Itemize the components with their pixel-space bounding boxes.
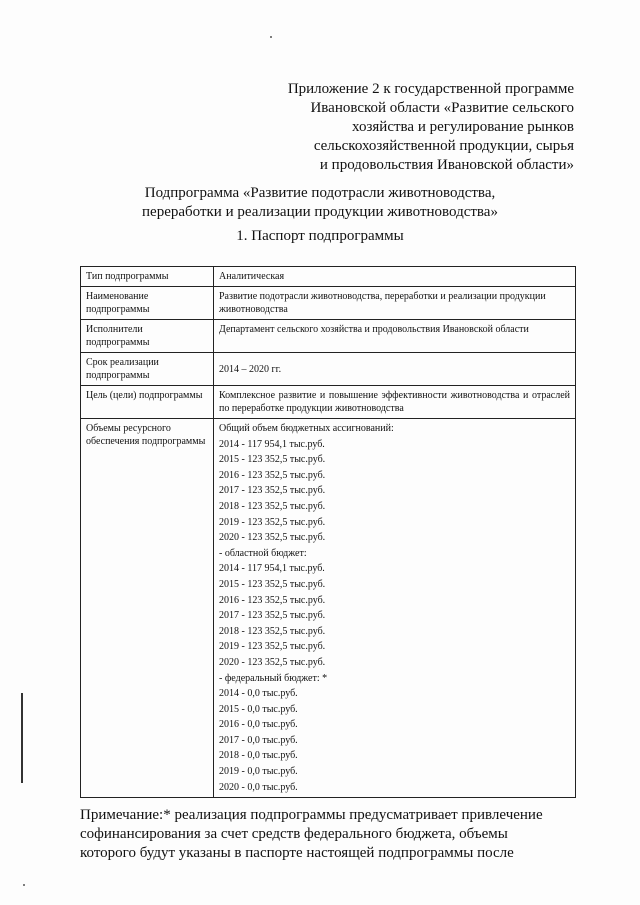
- funding-line: 2017 - 123 352,5 тыс.руб.: [219, 610, 326, 622]
- footnote: [80, 806, 570, 863]
- appendix-line: Ивановской области «Развитие сельского: [310, 100, 574, 116]
- row-label: Наименование подпрограммы: [81, 287, 214, 320]
- funding-line: 2014 - 117 954,1 тыс.руб.: [219, 438, 325, 450]
- scan-margin-mark: [21, 693, 23, 783]
- funding-line: Общий объем бюджетных ассигнований:: [219, 423, 394, 434]
- row-label: Срок реализации подпрограммы: [81, 353, 214, 386]
- funding-line: 2016 - 123 352,5 тыс.руб.: [219, 594, 326, 606]
- funding-line: 2019 - 123 352,5 тыс.руб.: [219, 516, 326, 528]
- appendix-line: хозяйства и регулирование рынков: [352, 119, 574, 135]
- subprogram-title-line: Подпрограмма «Развитие подотрасли животноводства,: [144, 185, 496, 201]
- row-label: Цель (цели) подпрограммы: [81, 386, 214, 419]
- table-row: [81, 320, 576, 353]
- funding-line: - федеральный бюджет: *: [219, 672, 328, 684]
- funding-line: 2020 - 123 352,5 тыс.руб.: [219, 656, 326, 668]
- scan-speck: [270, 36, 272, 38]
- passport-title: 1. Паспорт подпрограммы: [236, 228, 404, 244]
- table-row: [81, 353, 576, 386]
- row-value: 2014 – 2020 гг.: [214, 353, 576, 386]
- appendix-line: сельскохозяйственной продукции, сырья: [313, 138, 574, 154]
- funding-line: 2018 - 123 352,5 тыс.руб.: [219, 500, 326, 512]
- funding-line: 2017 - 123 352,5 тыс.руб.: [219, 485, 326, 497]
- funding-line: 2015 - 0,0 тыс.руб.: [219, 703, 298, 715]
- row-label: Исполнители подпрограммы: [81, 320, 214, 353]
- funding-label: Объемы ресурсного обеспечения подпрограммы: [81, 419, 214, 798]
- funding-line: - областной бюджет:: [219, 547, 307, 559]
- funding-line: 2019 - 0,0 тыс.руб.: [219, 766, 298, 778]
- funding-line: 2020 - 123 352,5 тыс.руб.: [219, 532, 326, 544]
- row-value: Аналитическая: [214, 267, 576, 287]
- table-row: [81, 267, 576, 287]
- row-value: Развитие подотрасли животноводства, переработки и реализации продукции животноводства: [214, 287, 576, 320]
- funding-line: 2015 - 123 352,5 тыс.руб.: [219, 578, 326, 590]
- funding-line: 2017 - 0,0 тыс.руб.: [219, 734, 298, 746]
- funding-line: 2018 - 123 352,5 тыс.руб.: [219, 625, 326, 637]
- funding-line: 2016 - 123 352,5 тыс.руб.: [219, 469, 326, 481]
- funding-values: [214, 419, 576, 798]
- footnote-line: которого будут указаны в паспорте настоящей подпрограммы после: [80, 845, 514, 861]
- appendix-header: [244, 80, 574, 175]
- table-row-funding: [81, 419, 576, 798]
- footnote-line: софинансирования за счет средств федерального бюджета, объемы: [80, 826, 508, 842]
- subprogram-title: [80, 184, 560, 222]
- passport-table: [80, 266, 576, 798]
- row-label: Тип подпрограммы: [81, 267, 214, 287]
- funding-line: 2014 - 0,0 тыс.руб.: [219, 688, 298, 700]
- funding-line: 2014 - 117 954,1 тыс.руб.: [219, 563, 325, 575]
- funding-line: 2018 - 0,0 тыс.руб.: [219, 750, 298, 762]
- table-row: [81, 287, 576, 320]
- appendix-line: Приложение 2 к государственной программе: [287, 81, 574, 97]
- funding-line: 2016 - 0,0 тыс.руб.: [219, 719, 298, 731]
- table-row: [81, 386, 576, 419]
- funding-line: 2015 - 123 352,5 тыс.руб.: [219, 454, 326, 466]
- scan-speck: [23, 884, 25, 886]
- row-value: Департамент сельского хозяйства и продовольствия Ивановской области: [214, 320, 576, 353]
- footnote-line: Примечание:* реализация подпрограммы предусматривает привлечение: [80, 807, 543, 823]
- row-value: Комплексное развитие и повышение эффективности животноводства и отраслей по переработке продукции животноводства: [214, 386, 576, 419]
- appendix-line: и продовольствия Ивановской области»: [319, 157, 574, 173]
- funding-line: 2020 - 0,0 тыс.руб.: [219, 781, 298, 793]
- funding-line: 2019 - 123 352,5 тыс.руб.: [219, 641, 326, 653]
- subprogram-title-line: переработки и реализации продукции животноводства»: [142, 204, 498, 220]
